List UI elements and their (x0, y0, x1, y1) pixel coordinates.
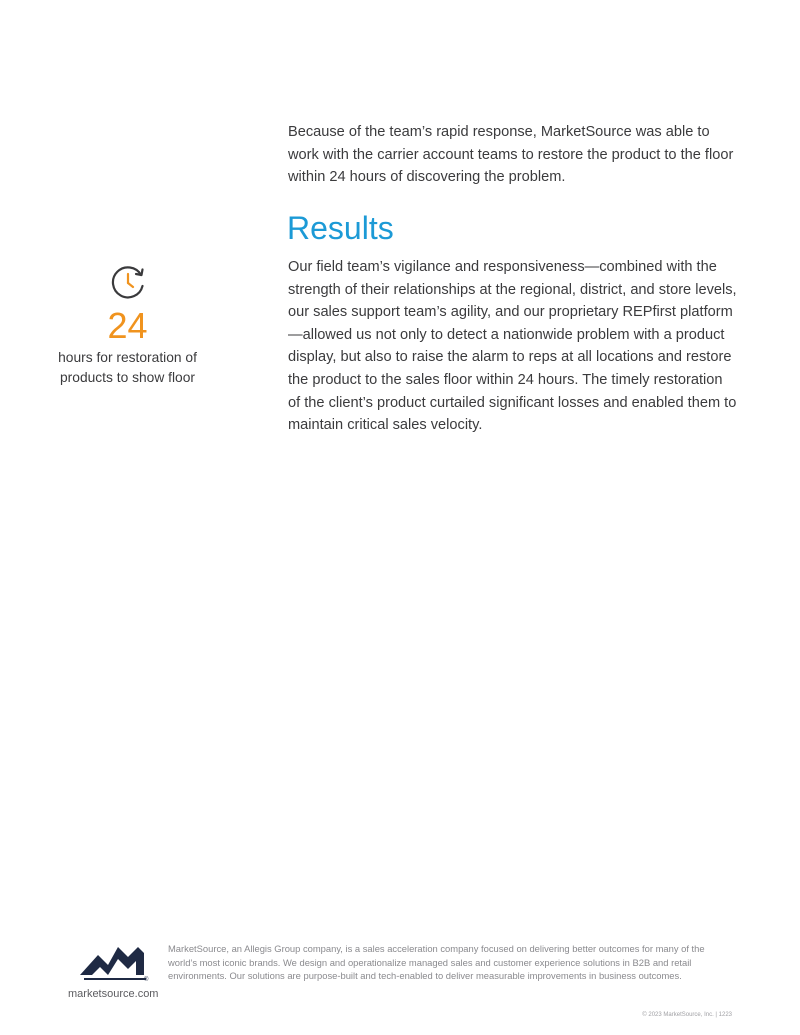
svg-text:®: ® (144, 977, 149, 983)
website-link[interactable]: marketsource.com (68, 988, 159, 1000)
copyright-notice: © 2023 MarketSource, Inc. | 1223 (642, 1012, 732, 1018)
company-description: MarketSource, an Allegis Group company, is a sales acceleration company focused on delivering better outcomes for many of the world’s most iconic brands. We design and operationalize managed sales and customer experience solutions in B2B and retail environments. Our solutions are purpose-built and tech-enabled to deliver measurable improvements in business outcomes. (168, 943, 705, 982)
results-paragraph: Our field team’s vigilance and responsiveness—combined with the strength of their relationships at the regional, district, and store levels, our sales support team’s agility, and our proprietary REPfirst platform—allowed us not only to detect a nationwide problem with a product display, but also to raise the alarm to reps at all locations and restore the product to the sales floor within 24 hours. The timely restoration of the client’s product curtailed significant losses and enabled them to maintain critical sales velocity. (288, 259, 737, 434)
clock-refresh-icon (107, 262, 149, 304)
results-heading: Results (287, 210, 394, 246)
stat-callout (50, 262, 205, 387)
stat-value: 24 (107, 305, 148, 346)
intro-paragraph: Because of the team’s rapid response, MarketSource was able to work with the carrier account teams to restore the product to the floor within 24 hours of discovering the problem. (288, 124, 734, 186)
stat-caption: hours for restoration of products to show floor (58, 350, 197, 385)
marketsource-logo-icon (78, 941, 150, 983)
